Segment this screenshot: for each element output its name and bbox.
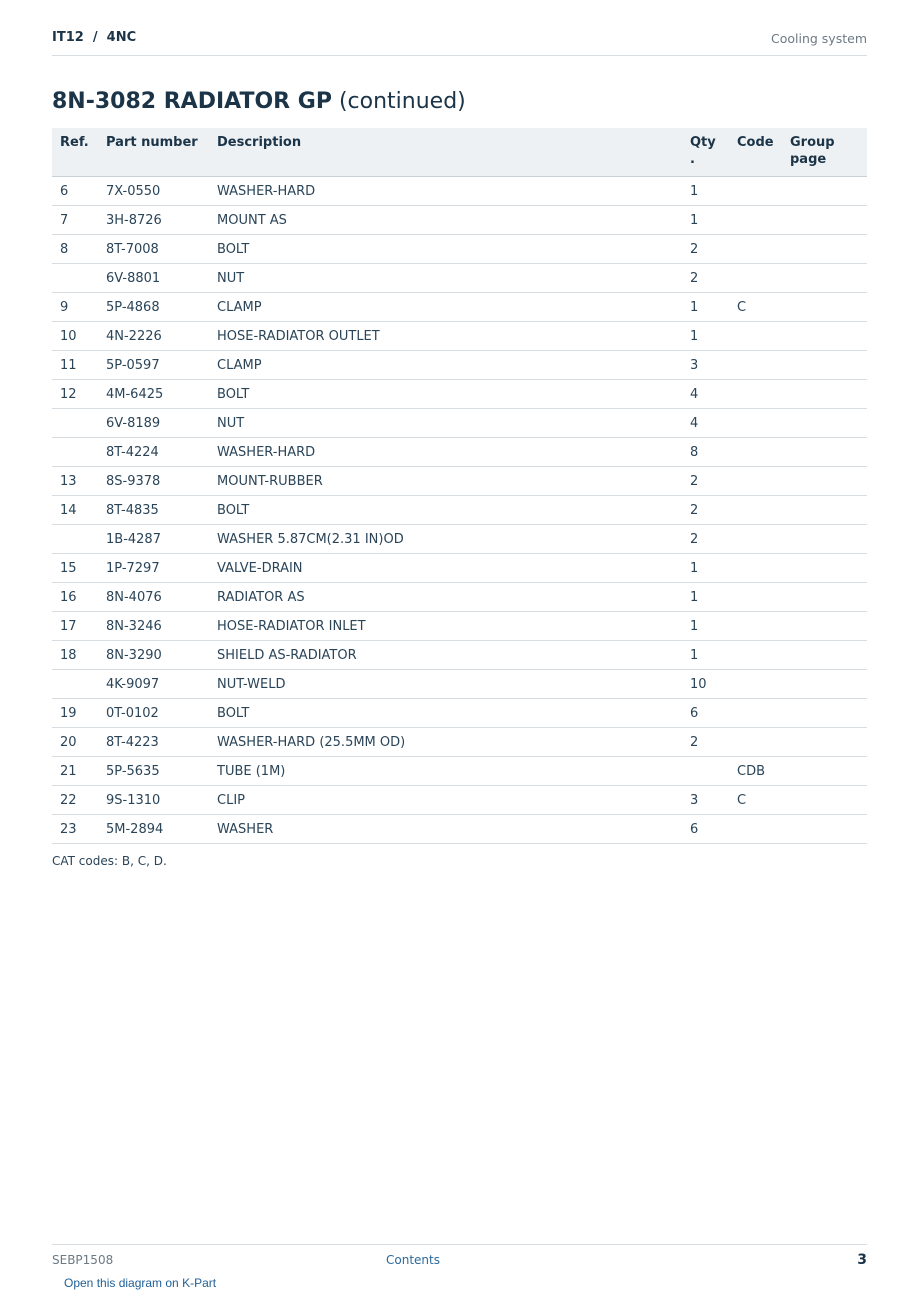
table-row [52,496,867,525]
part-number-cell: 8N-3290 [98,641,209,670]
column-header-qty [682,128,729,177]
code-cell [729,496,782,525]
column-header-label: Description [217,135,302,150]
qty-cell: 2 [682,525,729,554]
ref-cell: 22 [52,786,98,815]
ref-cell: 20 [52,728,98,757]
part-number-cell: 5P-4868 [98,293,209,322]
group-page-cell [782,612,867,641]
page-title [52,89,466,114]
code-cell [729,235,782,264]
ref-cell: 11 [52,351,98,380]
ref-cell [52,264,98,293]
code-cell [729,641,782,670]
qty-cell: 2 [682,264,729,293]
qty-cell: 2 [682,728,729,757]
qty-cell: 1 [682,583,729,612]
table-row [52,757,867,786]
description-cell: WASHER-HARD [209,438,682,467]
group-page-cell [782,757,867,786]
table-row [52,699,867,728]
description-cell: CLAMP [209,351,682,380]
ref-cell: 23 [52,815,98,844]
description-cell: MOUNT-RUBBER [209,467,682,496]
qty-cell: 8 [682,438,729,467]
table-row [52,641,867,670]
page-header [52,28,867,56]
part-number-cell: 8T-4223 [98,728,209,757]
column-header-description [209,128,682,177]
description-cell: NUT [209,264,682,293]
column-header-label: Qty . [690,135,716,167]
column-header-ref [52,128,98,177]
code-cell [729,438,782,467]
assembly-title: 8N-3082 RADIATOR GP [52,89,332,114]
description-cell: MOUNT AS [209,206,682,235]
table-row [52,583,867,612]
qty-cell: 1 [682,206,729,235]
document-id: SEBP1508 [52,1253,114,1267]
code-cell [729,264,782,293]
table-row [52,815,867,844]
qty-cell: 3 [682,351,729,380]
parts-table [52,128,867,844]
contents-link[interactable]: Contents [386,1253,440,1267]
group-page-cell [782,525,867,554]
ref-cell: 12 [52,380,98,409]
column-header-part-number [98,128,209,177]
group-page-cell [782,293,867,322]
code-cell [729,351,782,380]
section-label: Cooling system [771,31,867,46]
description-cell: NUT [209,409,682,438]
description-cell: NUT-WELD [209,670,682,699]
qty-cell: 4 [682,409,729,438]
description-cell: WASHER-HARD (25.5MM OD) [209,728,682,757]
code-cell [729,380,782,409]
code-cell [729,409,782,438]
description-cell: VALVE-DRAIN [209,554,682,583]
group-page-cell [782,786,867,815]
description-cell: BOLT [209,699,682,728]
qty-cell: 6 [682,699,729,728]
column-header-label: Group page [790,135,835,167]
part-number-cell: 1B-4287 [98,525,209,554]
column-header-group-page [782,128,867,177]
qty-cell [682,757,729,786]
table-row [52,438,867,467]
group-page-cell [782,235,867,264]
part-number-cell: 8T-4835 [98,496,209,525]
qty-cell: 1 [682,641,729,670]
title-suffix: (continued) [338,89,466,114]
description-cell: SHIELD AS-RADIATOR [209,641,682,670]
table-row [52,235,867,264]
page-footer [52,1244,867,1290]
code-cell [729,815,782,844]
part-number-cell: 9S-1310 [98,786,209,815]
column-header-label: Ref. [60,135,89,150]
code-cell [729,728,782,757]
code-cell [729,525,782,554]
group-page-cell [782,206,867,235]
part-number-cell: 8T-4224 [98,438,209,467]
kpart-link[interactable]: Open this diagram on K-Part [64,1276,217,1290]
group-page-cell [782,699,867,728]
group-page-cell [782,380,867,409]
qty-cell: 4 [682,380,729,409]
description-cell: WASHER [209,815,682,844]
ref-cell: 7 [52,206,98,235]
ref-cell: 17 [52,612,98,641]
ref-cell [52,409,98,438]
group-page-cell [782,728,867,757]
code-cell [729,699,782,728]
qty-cell: 6 [682,815,729,844]
part-number-cell: 8T-7008 [98,235,209,264]
part-number-cell: 7X-0550 [98,177,209,206]
code-cell [729,177,782,206]
table-row [52,380,867,409]
part-number-cell: 5P-5635 [98,757,209,786]
description-cell: HOSE-RADIATOR OUTLET [209,322,682,351]
part-number-cell: 8N-4076 [98,583,209,612]
code-cell: CDB [729,757,782,786]
table-row [52,264,867,293]
ref-cell: 6 [52,177,98,206]
code-cell [729,467,782,496]
code-cell: C [729,293,782,322]
table-row [52,177,867,206]
part-number-cell: 6V-8801 [98,264,209,293]
code-cell [729,670,782,699]
table-row [52,467,867,496]
table-row [52,728,867,757]
table-row [52,612,867,641]
description-cell: TUBE (1M) [209,757,682,786]
ref-cell: 10 [52,322,98,351]
ref-cell: 15 [52,554,98,583]
code-cell [729,206,782,235]
code-cell [729,583,782,612]
qty-cell: 1 [682,177,729,206]
description-cell: WASHER 5.87CM(2.31 IN)OD [209,525,682,554]
part-number-cell: 6V-8189 [98,409,209,438]
parts-table-body [52,177,867,844]
table-row [52,409,867,438]
ref-cell: 14 [52,496,98,525]
part-number-cell: 4M-6425 [98,380,209,409]
ref-cell: 16 [52,583,98,612]
part-number-cell: 3H-8726 [98,206,209,235]
ref-cell [52,670,98,699]
description-cell: WASHER-HARD [209,177,682,206]
qty-cell: 2 [682,467,729,496]
part-number-cell: 5M-2894 [98,815,209,844]
group-page-cell [782,177,867,206]
part-number-cell: 4K-9097 [98,670,209,699]
description-cell: CLAMP [209,293,682,322]
column-header-label: Part number [106,135,198,150]
qty-cell: 10 [682,670,729,699]
table-header-row [52,128,867,177]
model-label: IT12 / 4NC [52,30,137,45]
table-row [52,670,867,699]
description-cell: RADIATOR AS [209,583,682,612]
qty-cell: 2 [682,235,729,264]
group-page-cell [782,438,867,467]
part-number-cell: 0T-0102 [98,699,209,728]
table-row [52,786,867,815]
qty-cell: 1 [682,293,729,322]
part-number-cell: 1P-7297 [98,554,209,583]
group-page-cell [782,409,867,438]
part-number-cell: 4N-2226 [98,322,209,351]
code-cell: C [729,786,782,815]
part-number-cell: 5P-0597 [98,351,209,380]
ref-cell: 18 [52,641,98,670]
qty-cell: 1 [682,554,729,583]
group-page-cell [782,583,867,612]
description-cell: CLIP [209,786,682,815]
ref-cell [52,525,98,554]
qty-cell: 1 [682,322,729,351]
description-cell: BOLT [209,496,682,525]
ref-cell: 8 [52,235,98,264]
table-row [52,206,867,235]
qty-cell: 3 [682,786,729,815]
ref-cell: 19 [52,699,98,728]
table-row [52,525,867,554]
code-cell [729,322,782,351]
group-page-cell [782,496,867,525]
group-page-cell [782,670,867,699]
description-cell: HOSE-RADIATOR INLET [209,612,682,641]
table-row [52,322,867,351]
code-cell [729,612,782,641]
code-cell [729,554,782,583]
group-page-cell [782,351,867,380]
qty-cell: 1 [682,612,729,641]
description-cell: BOLT [209,235,682,264]
table-row [52,293,867,322]
column-header-label: Code [737,135,774,150]
page-number: 3 [857,1252,867,1268]
group-page-cell [782,815,867,844]
cat-codes-note: CAT codes: B, C, D. [52,854,167,868]
group-page-cell [782,467,867,496]
ref-cell: 13 [52,467,98,496]
group-page-cell [782,264,867,293]
group-page-cell [782,554,867,583]
ref-cell [52,438,98,467]
description-cell: BOLT [209,380,682,409]
column-header-code [729,128,782,177]
ref-cell: 21 [52,757,98,786]
ref-cell: 9 [52,293,98,322]
table-row [52,351,867,380]
group-page-cell [782,322,867,351]
group-page-cell [782,641,867,670]
qty-cell: 2 [682,496,729,525]
table-row [52,554,867,583]
part-number-cell: 8S-9378 [98,467,209,496]
part-number-cell: 8N-3246 [98,612,209,641]
